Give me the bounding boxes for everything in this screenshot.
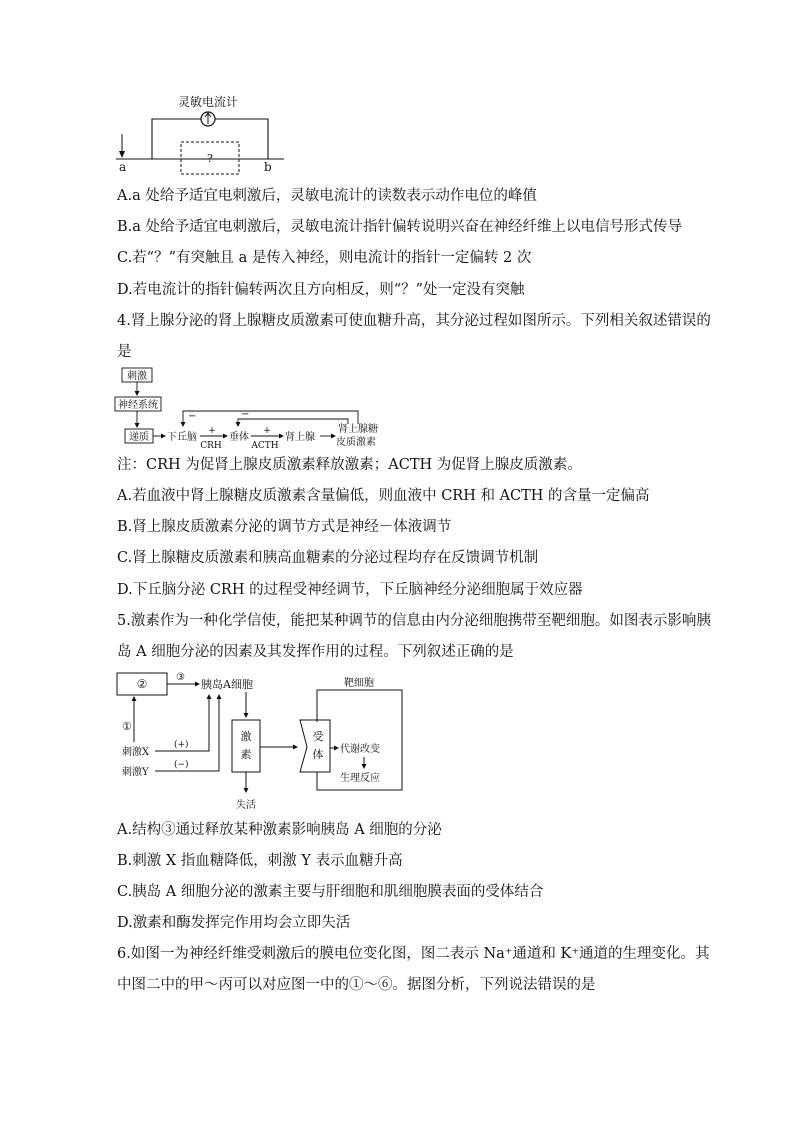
adrenal-label: 肾上腺 [285,432,315,443]
feedback-to-hypothalamus [183,411,358,425]
receptor-shape [300,720,330,772]
stimulus-y-label: 刺激Y [122,767,149,778]
q6-stem-line1: 6.如图一为神经纤维受刺激后的膜电位变化图，图二表示 Na⁺通道和 K⁺通道的生理变化。其 [117,946,710,962]
stimulus-x-sign: (+) [174,740,189,750]
acth-plus: + [263,426,271,436]
hypothalamus-label: 下丘脑 [167,432,197,443]
q5-option-a: A.结构③通过释放某种激素影响胰岛 A 细胞的分泌 [117,822,442,838]
hormone-label-b: 素 [240,748,252,761]
hormone-label-a: 激 [240,730,252,743]
unknown-mark: ? [207,152,213,165]
hormone-box [232,720,260,772]
receptor-label-b: 体 [312,748,324,761]
q5-option-c: C.胰岛 A 细胞分泌的激素主要与肝细胞和肌细胞膜表面的受体结合 [117,884,544,900]
q6-stem-line2: 中图二中的甲～丙可以对应图一中的①～⑥。据图分析，下列说法错误的是 [117,977,596,993]
nervous-system-box: 神经系统 [118,400,158,411]
islet-regulation-diagram [112,668,412,812]
stimulus-x-label: 刺激X [122,747,150,758]
q4-option-b: B.肾上腺皮质激素分泌的调节方式是神经－体液调节 [117,519,452,535]
pituitary-label: 垂体 [229,432,249,443]
q3-option-c: C.若“？”有突触且 a 是传入神经，则电流计的指针一定偏转 2 次 [117,250,532,266]
feedback-minus-2: − [241,409,250,420]
q4-option-c: C.肾上腺糖皮质激素和胰高血糖素的分泌过程均存在反馈调节机制 [117,550,539,566]
stimulus-y-sign: (−) [174,760,189,770]
point-a-label: a [119,160,127,174]
transmitter-box: 递质 [129,432,149,443]
q5-option-b: B.刺激 X 指血糖降低，刺激 Y 表示血糖升高 [117,853,403,869]
metabolism-label: 代谢改变 [340,744,380,755]
arrow-1-label: ① [122,720,132,733]
q3-option-a: A.a 处给予适宜电刺激后，灵敏电流计的读数表示动作电位的峰值 [117,188,537,204]
q4-stem-line2: 是 [117,344,132,360]
hormone-label-line1: 肾上腺糖 [338,424,378,435]
feedback-minus-1: − [188,411,197,422]
q4-option-a: A.若血液中肾上腺糖皮质激素含量偏低，则血液中 CRH 和 ACTH 的含量一定偏高 [117,488,650,504]
target-cell-label: 靶细胞 [344,678,374,689]
q5-option-d: D.激素和酶发挥完作用均会立即失活 [117,915,351,931]
islet-a-cell-label: 胰岛A细胞 [201,678,253,691]
receptor-label-a: 受 [312,730,324,743]
q5-stem-line1: 5.激素作为一种化学信使，能把某种调节的信息由内分泌细胞携带至靶细胞。如图表示影响胰 [117,613,711,629]
inactivate-label: 失活 [236,800,256,811]
galvanometer-diagram [112,90,292,175]
q4-note: 注：CRH 为促肾上腺皮质激素释放激素；ACTH 为促肾上腺皮质激素。 [117,457,582,473]
arrow-3-label: ③ [176,672,185,683]
hpa-axis-diagram [114,366,394,454]
structure-2-label: ② [136,677,148,691]
q3-option-d: D.若电流计的指针偏转两次且方向相反，则“？”处一定没有突触 [117,282,525,298]
point-b-label: b [264,160,272,174]
feedback-to-pituitary [238,419,348,425]
acth-label: ACTH [251,441,279,451]
q4-option-d: D.下丘脑分泌 CRH 的过程受神经调节，下丘脑神经分泌细胞属于效应器 [117,582,583,598]
crh-plus: + [208,426,216,436]
q5-stem-line2: 岛 A 细胞分泌的因素及其发挥作用的过程。下列叙述正确的是 [117,644,514,660]
q4-stem-line1: 4.肾上腺分泌的肾上腺糖皮质激素可使血糖升高，其分泌过程如图所示。下列相关叙述错误的 [117,313,711,329]
response-label: 生理反应 [340,773,380,784]
hormone-label-line2: 皮质激素 [336,437,376,448]
meter-label: 灵敏电流计 [177,95,239,109]
q3-option-b: B.a 处给予适宜电刺激后，灵敏电流计指针偏转说明兴奋在神经纤维上以电信号形式传导 [117,219,683,235]
stimulus-box: 刺激 [127,371,147,382]
crh-label: CRH [200,441,222,451]
